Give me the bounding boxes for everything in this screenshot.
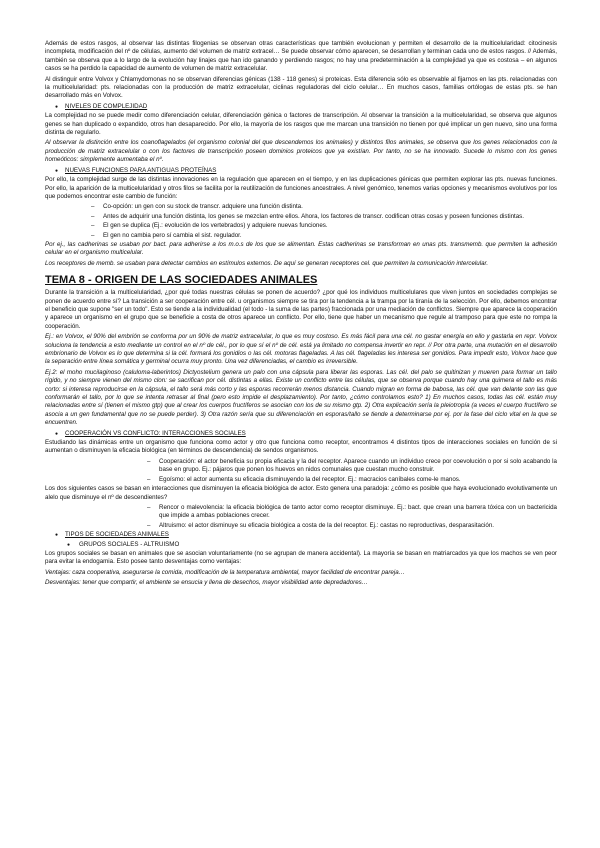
paragraph-complejidad: La complejidad no se puede medir como diferenciación celular, diferenciación génica o factores de transcripción. Al observar la transición a la multicelularidad, se observa que algunos genes se han duplicado o expandido, otros han desaparecido. Por ello, la mayoría de los rasgos que me marcan una transición no tienen por qué implicar un gen nuevo, sino una forma distinta de regularlo. <box>45 112 557 137</box>
bullet-nuevas-funciones <box>45 167 557 175</box>
bullet-grupos-sociales: ● GRUPOS SOCIALES - ALTRUISMO <box>79 541 557 549</box>
paragraph-innovaciones: Por ello, la complejidad surge de las distintas innovaciones en la regulación que aparecen en el tiempo, y en las duplicaciones génicas que permiten explorar las pts. nuevas funciones. Por ello, la aparición de la multicelularidad y otros filos se facilita por la reutilización de funciones ancestrales. A nivel genómico, tenemos varias opciones y mecanismos evolutivos por los que podemos encontrar este cambio de función: <box>45 176 557 200</box>
paragraph-transicion: Durante la transición a la multicelularidad, ¿por qué todas nuestras células se ponen de acuerdo? ¿por qué los individuos multicelulares que viven juntos en sociedades complejas se ponen de acuerdo entre sí? La transición a ser cooperación entre cél. u organismos siempre se tira por la tendencia a la trampa por la tiranía de la selección. Por ello, debemos encontrar el beneficio que supone "ser un todo". Esto se tiende a la individualidad (el todo - la suma de las partes) fraccionada por una mediación de conflictos. Siempre que aparece la cooperación y aparece un organismo en el grupo que se beneficie a costa de otros aparece un conflicto. Por ello, tiene que haber un mecanismo que regule al tramposo para que este no rompa la cooperación. <box>45 289 557 330</box>
paragraph-cadherinas: Por ej., las cadherinas se usaban por bact. para adherirse a los m.o.s de los que se alimentan. Estas cadherinas se transforman en unas pts. transmemb. que permiten la adhesión celular en el organismo multicelular. <box>45 240 557 257</box>
list-item-coopcion: – Co-opción: un gen con su stock de transcr. adquiere una función distinta. <box>103 203 557 211</box>
list-item-rencor: – Rencor o malevolencia: la eficacia biológica de tanto actor como receptor disminuye. Ej.: bact. que crean una barrera tóxica con un bactericida que impide a ambas poblaciones crecer. <box>159 504 557 521</box>
paragraph-ejemplo-dictyostelium: Ej.2: el moho mucilaginoso (caluloma-laberintos) Dictyostelium genera un palo con una cápsula para liberar las esporas. Las cél. del palo se quitinizan y mueren para formar un tallo rígido, y no siempre vienen del mismo clon: se sacrifican por cél. distintas a ellas. Existe un conflicto entre las células, que se observa porque cuando hay una quimera el tallo es más corto: si interesa reproducirse en la cápsula, el tallo será más corto y las esporas recorrerán menos distancia. Cuando migran en forma de babosa, las cél. que van delante son las que conformarán el tallo, por lo que se intenta retrasar al final (pero esto impide el desplazamiento). Por tanto, ¿cómo controlamos esto? 1) En muchos casos, todas las cél. están muy relacionadas entre sí (tienen el mismo gtp) que al crear los cuerpos fructíferos se asocian con los de su mismo gtp. 2) Otra explicación sería la pleiotropía (a veces el cuerpo fructífero se asocia a un gen fundamental que no se puede perder). 3) Otra razón sería que su diferenciación en esporas/tallo se tiende a determinarse por ej. por la fase del ciclo vital en la que se encuentren. <box>45 368 557 427</box>
paragraph-grupos-sociales: Los grupos sociales se basan en animales que se asocian voluntariamente (no se agrupan de manera accidental). La mayoría se basan en matriarcados ya que los machos se ven peor para evitar la endogamia. Esto posee tanto desventajas como ventajas: <box>45 549 557 566</box>
paragraph-ejemplo-volvox: Ej.: en Volvox, el 90% del embrión se conforma por un 90% de matriz extracelular, lo que es muy costoso. Es más fácil para una cél. no gastar energía en ello y gastarla en repr. Volvox soluciona la tendencia a esto mediante un control en el nº de cél., por lo que sí el nº de cél. está ya limitado no compensa invertir en repr. // Por otra parte, una mutación en el desarrollo embrionario de Volvox es lo que determina si la cél. formará los gonidios o las cél. motoras flageladas. A las cél. flageladas les interesa ser gonidios. Para impedir esto, Volvox hace que la separación entre línea somática y germinal ocurra muy pronto. Una vez diferenciadas, el cambio es irreversible. <box>45 333 557 366</box>
bullet-label: TIPOS DE SOCIEDADES ANIMALES <box>65 531 169 539</box>
bullet-cooperacion-conflicto <box>45 430 557 438</box>
paragraph-paradoja: Los dos siguientes casos se basan en interacciones que disminuyen la eficacia biológica de actor. Esto genera una paradoja: ¿cómo es posible que haya evolucionado evolutivamente un alelo que disminuye el nº de descendientes? <box>45 485 557 501</box>
bullet-label: COOPERACIÓN VS CONFLICTO: INTERACCIONES SOCIALES <box>65 429 246 437</box>
list-item-egoismo: – Egoísmo: el actor aumenta su eficacia disminuyendo la del receptor. Ej.: macracios caníbales come-le manos. <box>159 476 557 484</box>
paragraph-desventajas: Desventajas: tener que compartir, el ambiente se ensucia y llena de desechos, mayor visibilidad ante depredadores… <box>45 579 368 587</box>
document-page <box>45 40 557 590</box>
list-item-mezcla: – Antes de adquirir una función distinta, los genes se mezclan entre ellos. Ahora, los factores de transcr. codifican otras cosas y poseen funciones distintas. <box>103 213 557 221</box>
bullet-tipos-sociedades <box>45 531 557 539</box>
paragraph-receptores: Los receptores de memb. se usaban para detectar cambios en estímulos externos. De aquí se generan receptores cel. que permiten la comunicación intercelular. <box>45 259 489 267</box>
bullet-label: NUEVAS FUNCIONES PARA ANTIGUAS PROTEÍNAS <box>65 166 217 174</box>
section-heading-tema8: TEMA 8 - ORIGEN DE LAS SOCIEDADES ANIMALES <box>45 274 318 287</box>
paragraph-volvox-chlamydomonas: Al distinguir entre Volvox y Chlamydomonas no se observan diferencias génicas (138 - 118 genes) si proteicas. Esta diferencia sólo es observable al fijarnos en las pts. relacionadas con la multicelularidad: pts. relacionadas con la producción de matriz extracelular, ciclinas reguladoras del ciclo celular… En muchos casos, familias ortólogas de estas pts. se han desarrollado más en Volvox. <box>45 75 557 100</box>
paragraph-multicelularidad-rasgos: Además de estos rasgos, al observar las distintas filogenias se observan otras características que también evolucionan y permiten el desarrollo de la multicelularidad: citocinesis incompleta, modificación del nº de células, aumento del volumen de matriz extracel… Se puede observar cómo aparecen, se desarrollan y terminan cada uno de estos rasgos. // Además, también se observa que a lo largo de la evolución hay linajes que han ido ganando y perdiendo rasgos; no hay una predeterminación a la complejidad ya que es costosa – en algunos casos se ha perdido la capacidad de aumento de volumen de matriz extracelular. <box>45 40 557 73</box>
paragraph-interacciones: Estudiando las dinámicas entre un organismo que funciona como actor y otro que funciona como receptor, encontramos 4 distintos tipos de interacciones sociales en función de si aumentan o disminuyen la eficacia biológica (en términos de descendencia) de sendos organismos. <box>45 439 557 455</box>
list-item-duplicacion: – El gen se duplica (Ej.: evolución de los vertebrados) y adquiere nuevas funciones. <box>103 222 557 230</box>
list-item-cooperacion: – Cooperación: el actor beneficia su propia eficacia y la del receptor. Aparece cuando un individuo crece por coevolución o por si solo acabando la base en grupo. Ej.: pájaros que ponen los huevos en nidos comunales que cuestan mucho construir. <box>159 458 557 475</box>
paragraph-coanoflagelados: Al observar la distinción entre los coanoflagelados (el organismo colonial del que descendemos los animales) y distintos filos animales, se observa que los genes relacionados con la producción de matriz extracelular o con los factores de transcripción poseen dominios proteicos que ya existían. Por tanto, no se ha innovado. Sucede lo mismo con los genes homeóticos: simplemente aumentaba el nº. <box>45 139 557 164</box>
paragraph-ventajas: Ventajas: caza cooperativa, asegurarse la comida, modificación de la temperatura ambiental, mayor facilidad de encontrar pareja… <box>45 568 405 576</box>
bullet-label: NIVELES DE COMPLEJIDAD <box>65 102 148 110</box>
list-item-regulador: – El gen no cambia pero sí cambia el sist. regulador. <box>103 232 557 240</box>
bullet-niveles-complejidad <box>45 103 557 111</box>
list-item-altruismo: – Altruismo: el actor disminuye su eficacia biológica a costa de la del receptor. Ej.: castas no reproductivas, desparasitación. <box>159 522 557 530</box>
